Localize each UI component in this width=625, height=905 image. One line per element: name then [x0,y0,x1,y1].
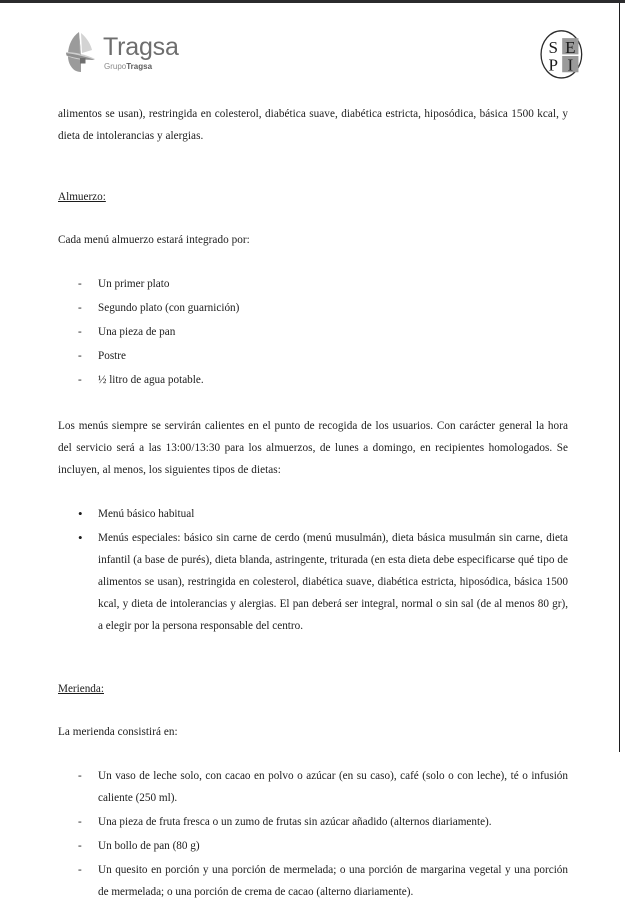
svg-text:S: S [548,37,558,57]
spacer [58,147,568,187]
list-item [58,835,568,857]
list-marker: - [78,816,82,828]
list-item-text: Un vaso de leche solo, con cacao en polvo o azúcar (en su caso), café (solo o con leche), té o infusión caliente (250 ml). [98,770,568,804]
almuerzo-service-paragraph: Los menús siempre se servirán calientes en el punto de recogida de los usuarios. Con carácter general la hora del servicio será a las 13:00/13:30 para los almuerzos, de lunes a domingo, en recipientes homologados. Se incluyen, al menos, los siguientes tipos de dietas: [58,420,568,476]
continued-paragraph: alimentos se usan), restringida en colesterol, diabética suave, diabética estricta, hiposódica, básica 1500 kcal, y dieta de intolerancias y alergias. [58,108,568,142]
list-item-text: Un quesito en porción y una porción de mermelada; o una porción de margarina vegetal y una porción de mermelada; o una porción de crema de cacao (alterno diariamente). [98,864,568,898]
list-item [58,321,568,343]
svg-text:I: I [567,55,574,75]
list-marker: - [78,278,82,290]
tragsa-wordmark [103,30,179,72]
list-item [58,297,568,319]
list-marker: • [78,530,83,545]
tragsa-tagline [104,62,179,72]
list-item-text: ½ litro de agua potable. [98,374,204,386]
page-header [0,28,619,90]
merienda-intro: La merienda consistirá en: [58,726,178,738]
list-item [58,527,568,637]
tragsa-sail-mark-icon [62,30,98,74]
list-marker: • [78,506,83,521]
tragsa-tagline-prefix: Grupo [104,62,127,71]
list-item-text: Un bollo de pan (80 g) [98,840,200,852]
almuerzo-components-list [58,273,568,391]
list-marker: - [78,864,82,876]
spacer [58,251,568,273]
document-body [58,103,568,905]
list-marker: - [78,770,82,782]
tragsa-brand-name: Tragsa [103,33,179,61]
list-item [58,345,568,367]
list-marker: - [78,840,82,852]
list-item [58,765,568,809]
list-marker: - [78,350,82,362]
spacer [58,743,568,765]
list-item [58,859,568,903]
list-item-text: Un primer plato [98,278,170,290]
section-heading-almuerzo: Almuerzo: [58,191,106,203]
almuerzo-intro: Cada menú almuerzo estará integrado por: [58,234,250,246]
list-item [58,503,568,525]
almuerzo-diets-list [58,503,568,637]
spacer [58,639,568,679]
svg-text:P: P [548,55,558,75]
merienda-components-list [58,765,568,903]
list-item-text: Menú básico habitual [98,508,195,520]
list-item-text: Menús especiales: básico sin carne de cerdo (menú musulmán), dieta básica musulmán sin carne, dieta infantil (a base de purés), dieta blanda, astringente, triturada (en esta dieta debe especificarse qué tipo de alimentos se usan), restringida en colesterol, diabética suave, diabética estricta, hiposódica, básica 1500 kcal, y dieta de intolerancias y alergias. El pan deberá ser integral, normal o sin sal (de al menos 80 gr), a elegir por la persona responsable del centro. [98,532,568,632]
document-page [0,3,619,898]
list-marker: - [78,302,82,314]
list-marker: - [78,326,82,338]
svg-text:E: E [565,37,576,57]
list-item [58,369,568,391]
list-item-text: Postre [98,350,126,362]
list-item-text: Una pieza de pan [98,326,176,338]
spacer [58,393,568,415]
tragsa-logo [62,30,179,74]
list-item-text: Una pieza de fruta fresca o un zumo de frutas sin azúcar añadido (alternos diariamente). [98,816,492,828]
list-item [58,811,568,833]
spacer [58,699,568,721]
tragsa-tagline-brand: Tragsa [126,62,153,71]
list-marker: - [78,374,82,386]
section-heading-merienda: Merienda: [58,683,104,695]
sepi-circle-monogram-icon [537,28,589,84]
list-item [58,273,568,295]
list-item-text: Segundo plato (con guarnición) [98,302,240,314]
spacer [58,207,568,229]
spacer [58,481,568,503]
viewer-right-edge [619,3,620,752]
